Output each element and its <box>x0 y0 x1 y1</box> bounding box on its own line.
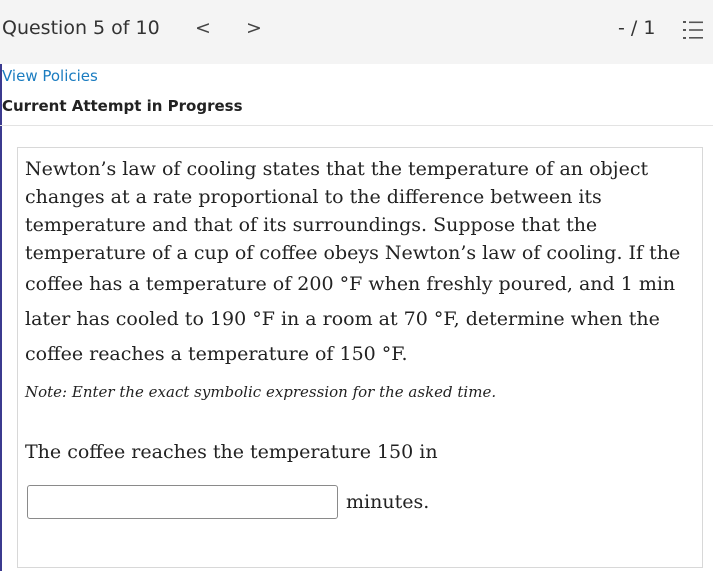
score-display: - / 1 <box>618 17 656 39</box>
question-line: coffee has a temperature of 200 °F when freshly poured, and 1 min <box>25 273 676 295</box>
view-policies-link[interactable]: View Policies <box>2 67 98 85</box>
question-line: later has cooled to 190 °F in a room at 70 °F, determine when the <box>25 308 660 330</box>
question-line: changes at a rate proportional to the difference between its <box>25 186 602 208</box>
chevron-right-icon[interactable]: > <box>246 17 262 39</box>
question-line: Newton’s law of cooling states that the temperature of an object <box>25 158 649 180</box>
question-line: coffee reaches a temperature of 150 °F. <box>25 343 408 365</box>
attempt-status: Current Attempt in Progress <box>2 97 243 115</box>
question-note: Note: Enter the exact symbolic expression for the asked time. <box>25 383 497 401</box>
chevron-left-icon[interactable]: < <box>195 17 211 39</box>
answer-input[interactable] <box>27 485 338 519</box>
answer-unit: minutes. <box>346 491 430 513</box>
question-line: temperature of a cup of coffee obeys Newton’s law of cooling. If the <box>25 242 681 264</box>
numbered-list-icon[interactable] <box>683 20 703 40</box>
question-line: temperature and that of its surroundings. Suppose that the <box>25 214 598 236</box>
question-counter: Question 5 of 10 <box>2 17 160 39</box>
question-header <box>0 0 713 64</box>
divider <box>0 125 713 126</box>
question-text <box>25 155 685 372</box>
left-accent-bar <box>0 0 2 571</box>
answer-prompt: The coffee reaches the temperature 150 in <box>25 441 438 463</box>
